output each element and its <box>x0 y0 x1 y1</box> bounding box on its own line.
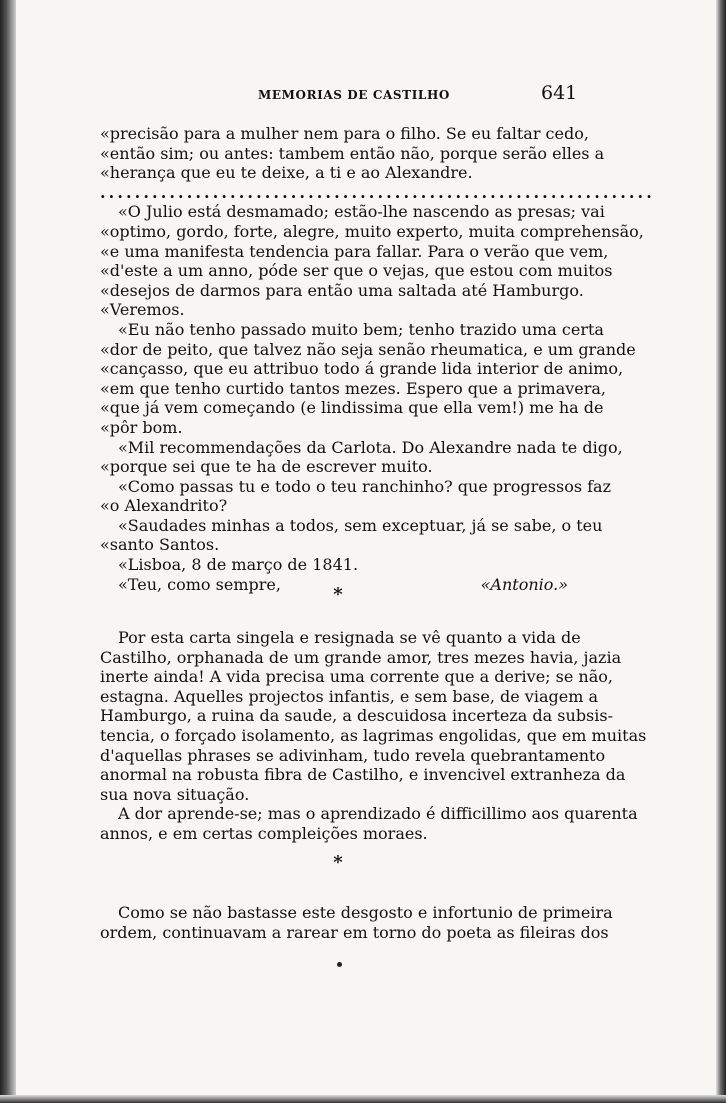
body-line: Como se não bastasse este desgosto e infortunio de primeira <box>118 903 613 922</box>
body-line: ordem, continuavam a rarear em torno do poeta as fileiras dos <box>100 922 609 942</box>
body-line: inerte ainda! A vida precisa uma corrente que a derive; se não, <box>100 667 613 687</box>
letter-line: «em que tenho curtido tantos mezes. Espero que a primavera, <box>100 378 607 398</box>
letter-line: «porque sei que te ha de escrever muito. <box>100 457 433 477</box>
running-title: MEMORIAS DE CASTILHO <box>258 88 450 102</box>
ellipsis-row: ................................................................ <box>100 182 655 202</box>
letter-line: «o Alexandrito? <box>100 496 228 516</box>
body-line: Hamburgo, a ruina da saude, a descuidosa incerteza da subsis- <box>100 706 613 726</box>
letter-line: «Saudades minhas a todos, sem exceptuar, já se sabe, o teu <box>118 515 603 535</box>
page-bottom-edge-shadow <box>0 1095 726 1103</box>
body-line: annos, e em certas compleições moraes. <box>100 823 428 843</box>
page-right-edge-shadow <box>716 0 726 1103</box>
page-left-edge-shadow <box>0 0 16 1103</box>
letter-line: «Mil recommendações da Carlota. Do Alexandre nada te digo, <box>118 437 623 457</box>
letter-line: «O Julio está desmamado; estão-lhe nascendo as presas; vai <box>118 202 605 222</box>
letter-signature: «Antonio.» <box>480 574 568 594</box>
letter-line: «Veremos. <box>100 300 185 320</box>
body-line: A dor aprende-se; mas o aprendizado é difficillimo aos quarenta <box>118 804 638 824</box>
page-number: 641 <box>541 82 578 104</box>
continuation-block <box>100 903 613 942</box>
body-line: anormal na robusta fibra de Castilho, e invencivel extranheza da <box>100 765 626 785</box>
letter-line: «então sim; ou antes: tambem então não, porque serão elles a <box>100 143 605 163</box>
letter-line: «herança que eu te deixe, a ti e ao Alexandre. <box>100 163 473 183</box>
letter-line: «Eu não tenho passado muito bem; tenho trazido uma certa <box>118 319 604 339</box>
letter-line: «dor de peito, que talvez não seja senão rheumatica, e um grande <box>100 339 636 359</box>
letter-line: «optimo, gordo, forte, alegre, muito experto, muita comprehensão, <box>100 221 644 241</box>
body-line: sua nova situação. <box>100 784 250 804</box>
body-line: estagna. Aquelles projectos infantis, e sem base, de viagem a <box>100 686 598 706</box>
letter-line: «precisão para a mulher nem para o filho. Se eu faltar cedo, <box>100 124 589 143</box>
letter-line: «desejos de darmos para então uma saltada até Hamburgo. <box>100 280 584 300</box>
narrative-block <box>100 628 647 844</box>
letter-line: «santo Santos. <box>100 535 220 555</box>
letter-line: «pôr bom. <box>100 417 183 437</box>
section-separator-star: * <box>333 852 343 873</box>
letter-block <box>100 124 655 594</box>
letter-line: «que já vem começando (e lindissima que ella vem!) me ha de <box>100 398 604 418</box>
printer-mark-dot <box>337 962 342 967</box>
section-separator-star: * <box>333 584 343 605</box>
letter-line: «cançasso, que eu attribuo todo á grande lida interior de animo, <box>100 359 624 379</box>
letter-date: «Lisboa, 8 de março de 1841. <box>118 555 359 575</box>
body-line: d'aquellas phrases se adivinham, tudo revela quebrantamento <box>100 745 606 765</box>
letter-line: «e uma manifesta tendencia para fallar. Para o verão que vem, <box>100 241 609 261</box>
letter-closing: «Teu, como sempre, <box>118 574 281 594</box>
letter-line: «Como passas tu e todo o teu ranchinho? que progressos faz <box>118 476 612 496</box>
body-line: Por esta carta singela e resignada se vê quanto a vida de <box>118 628 581 647</box>
letter-line: «d'este a um anno, póde ser que o vejas, que estou com muitos <box>100 261 613 281</box>
body-line: Castilho, orphanada de um grande amor, tres mezes havia, jazia <box>100 647 622 667</box>
body-line: tencia, o forçado isolamento, as lagrimas engolidas, que em muitas <box>100 725 647 745</box>
